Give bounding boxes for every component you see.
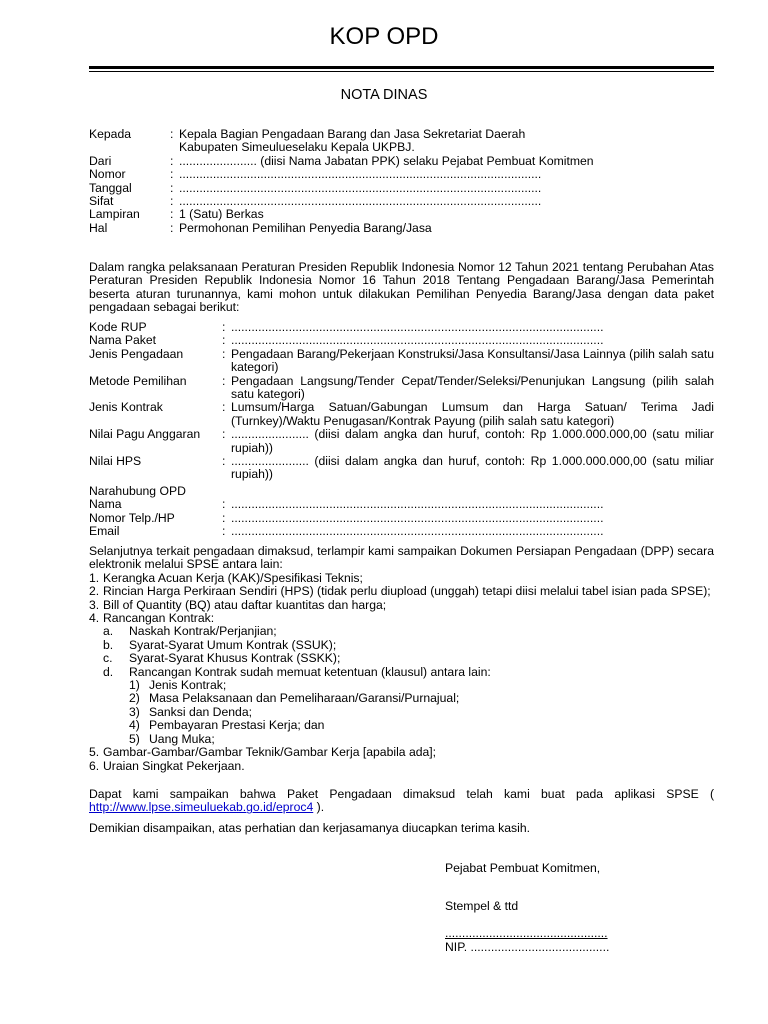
memo-label: Lampiran [89,207,140,222]
list-item [89,612,714,625]
list-number: 4. [89,611,100,626]
sublist-item [89,666,714,679]
subsublist-item [89,679,714,692]
list-number: 3) [129,704,140,719]
letterhead-rule-thin [89,71,714,72]
package-label: Jenis Kontrak [89,400,163,415]
contact-value: .............................................................................................................. [231,510,604,525]
attachments-section [89,545,714,773]
contact-row: Email : .............................................................................................................. [89,525,714,538]
subsublist-item [89,706,714,719]
contact-label: Nama [89,497,122,512]
list-number: d. [103,664,114,679]
subsublist-item [89,733,714,746]
contact-label: Email [89,524,120,539]
contact-row: Nama : .............................................................................................................. [89,498,714,511]
memo-row-lampiran: Lampiran : 1 (Satu) Berkas [89,208,714,221]
package-value: Pengadaan Langsung/Tender Cepat/Tender/Seleksi/Penunjukan Langsung (pilih salah satu kategori) [231,373,714,402]
memo-row-kepada: Kepada : Kepala Bagian Pengadaan Barang dan Jasa Sekretariat Daerah Kabupaten Simeulueselaku Kepala UKPBJ. [89,128,714,155]
contact-row: Nomor Telp./HP : .............................................................................................................. [89,512,714,525]
list-text: Pembayaran Prestasi Kerja; dan [149,718,325,733]
package-row: Jenis Kontrak : Lumsum/Harga Satuan/Gabungan Lumsum dan Harga Satuan/ Terima Jadi (Turnkey)/Waktu Penugasan/Kontrak Payung (pilih salah satu kategori) [89,400,714,428]
package-value: .............................................................................................................. [231,333,604,348]
package-value: ....................... (diisi dalam angka dan huruf, contoh: Rp 1.000.000.000,00 (satu miliar rupiah)) [231,427,714,455]
sublist-item [89,652,714,665]
package-label: Nama Paket [89,333,157,348]
package-row: Kode RUP : .............................................................................................................. [89,321,714,334]
list-number: c. [103,651,113,666]
memo-label: Kepada [89,127,132,141]
memo-value: Kabupaten Simeulueselaku Kepala UKPBJ. [179,140,415,155]
package-label: Jenis Pengadaan [89,346,184,361]
memo-label: Hal [89,220,108,235]
package-label: Nilai HPS [89,454,142,469]
list-item [89,746,714,759]
memo-label: Dari [89,153,112,168]
package-row: Metode Pemilihan : Pengadaan Langsung/Tender Cepat/Tender/Seleksi/Penunjukan Langsung (pilih salah satu kategori) [89,373,714,402]
memo-value: ....................... (diisi Nama Jabatan PPK) selaku Pejabat Pembuat Komitmen [179,153,594,168]
list-text: Jenis Kontrak; [149,678,227,693]
list-number: 1) [129,678,140,693]
list-item [89,599,714,612]
list-item [89,585,714,598]
list-number: 2. [89,584,100,599]
subsublist-item [89,692,714,705]
memo-row-dari: Dari : ....................... (diisi Nama Jabatan PPK) selaku Pejabat Pembuat Komitmen [89,155,714,168]
list-text: Masa Pelaksanaan dan Pemeliharaan/Garansi/Purnajual; [149,691,460,706]
closing-remark: Demikian disampaikan, atas perhatian dan kerjasamanya diucapkan terima kasih. [89,821,531,835]
sublist-item [89,625,714,638]
list-text: Uraian Singkat Pekerjaan. [103,758,245,773]
signature-stamp: Stempel & ttd [445,899,519,913]
contact-value: .............................................................................................................. [231,497,604,512]
package-row: Nilai Pagu Anggaran : ....................... (diisi dalam angka dan huruf, contoh: Rp 1.000.000.000,00 (satu miliar rupiah)) [89,427,714,455]
package-value: .............................................................................................................. [231,320,604,334]
letterhead-title: KOP OPD [329,23,439,50]
list-text: Kerangka Acuan Kerja (KAK)/Spesifikasi Teknis; [103,570,363,585]
package-value: Lumsum/Harga Satuan/Gabungan Lumsum dan Harga Satuan/ Terima Jadi (Turnkey)/Waktu Penugasan/Kontrak Payung (pilih salah satu kategori) [231,400,714,428]
package-data [89,321,714,482]
list-item [89,760,714,773]
memo-label: Sifat [89,194,114,209]
memo-row-sifat: Sifat : ........................................................................................................... [89,195,714,208]
signature-nip: NIP. ......................................... [445,940,610,954]
letterhead-rule-thick [89,66,714,69]
sublist-item [89,639,714,652]
list-text: Sanksi dan Denda; [149,704,252,719]
package-label: Kode RUP [89,320,147,334]
package-label: Metode Pemilihan [89,373,187,388]
list-number: 4) [129,718,140,733]
list-item [89,572,714,585]
closing-text: Dapat kami sampaikan bahwa Paket Pengadaan dimaksud telah kami buat pada aplikasi SPSE ( [89,787,714,801]
list-text: Syarat-Syarat Umum Kontrak (SSUK); [129,637,337,652]
list-number: a. [103,624,114,639]
memo-value: Kepala Bagian Pengadaan Barang dan Jasa Sekretariat Daerah [179,127,526,141]
contact-value: .............................................................................................................. [231,524,604,539]
package-value: Pengadaan Barang/Pekerjaan Konstruksi/Jasa Konsultansi/Jasa Lainnya (pilih salah satu kategori) [231,346,714,375]
package-row: Nilai HPS : ....................... (diisi dalam angka dan huruf, contoh: Rp 1.000.000.000,00 (satu miliar rupiah)) [89,454,714,482]
memo-header [89,128,714,235]
list-number: 2) [129,691,140,706]
list-number: 3. [89,597,100,612]
subsublist-item [89,719,714,732]
list-text: Rincian Harga Perkiraan Sendiri (HPS) (tidak perlu diupload (unggah) tetapi diisi melalui tabel isian pada SPSE); [103,584,711,599]
list-text: Syarat-Syarat Khusus Kontrak (SSKK); [129,651,341,666]
intro-paragraph: Dalam rangka pelaksanaan Peraturan Presiden Republik Indonesia Nomor 12 Tahun 2021 tentang Perubahan Atas Peraturan Presiden Republik Indonesia Nomor 16 Tahun 2018 Tentang Pengadaan Barang/Jasa Pemerintah beserta aturan turunannya, kami mohon untuk dilakukan Pemilihan Penyedia Barang/Jasa dengan data paket pengadaan sebagai berikut: [89,260,714,315]
memo-value: Permohonan Pemilihan Penyedia Barang/Jasa [179,220,432,235]
closing-paragraph [89,788,714,815]
list-text: Uang Muka; [149,731,215,746]
memo-row-nomor: Nomor : ........................................................................................................... [89,168,714,181]
memo-value: 1 (Satu) Berkas [179,207,264,222]
list-text: Naskah Kontrak/Perjanjian; [129,624,277,639]
memo-row-hal: Hal : Permohonan Pemilihan Penyedia Barang/Jasa [89,222,714,235]
list-text: Gambar-Gambar/Gambar Teknik/Gambar Kerja [apabila ada]; [103,745,437,760]
package-row: Jenis Pengadaan : Pengadaan Barang/Pekerjaan Konstruksi/Jasa Konsultansi/Jasa Lainnya (pilih salah satu kategori) [89,346,714,375]
package-row: Nama Paket : .............................................................................................................. [89,334,714,347]
list-text: Rancangan Kontrak: [103,611,215,626]
package-label: Nilai Pagu Anggaran [89,427,201,442]
attachments-intro: Selanjutnya terkait pengadaan dimaksud, terlampir kami sampaikan Dokumen Persiapan Pengadaan (DPP) secara elektronik melalui SPSE antara lain: [89,544,714,572]
closing-text-end: ). [313,800,325,815]
signature-title: Pejabat Pembuat Komitmen, [445,861,601,875]
memo-value: ........................................................................................................... [179,194,542,209]
list-text: Rancangan Kontrak sudah memuat ketentuan (klausul) antara lain: [129,664,491,679]
memo-value: ........................................................................................................... [179,180,542,195]
list-text: Bill of Quantity (BQ) atau daftar kuantitas dan harga; [103,597,387,612]
contact-title: Narahubung OPD [89,484,186,498]
list-number: 1. [89,570,100,585]
list-number: 5. [89,745,100,760]
list-number: b. [103,637,114,652]
list-number: 6. [89,758,100,773]
memo-label: Nomor [89,167,126,182]
spse-link[interactable]: http://www.lpse.simeuluekab.go.id/eproc4 [89,800,314,815]
package-value: ....................... (diisi dalam angka dan huruf, contoh: Rp 1.000.000.000,00 (satu miliar rupiah)) [231,454,714,482]
list-number: 5) [129,731,140,746]
document-title: NOTA DINAS [340,87,428,103]
memo-row-tanggal: Tanggal : ........................................................................................................... [89,182,714,195]
signature-name-line: ................................................ [445,926,608,940]
memo-value: ........................................................................................................... [179,167,542,182]
contact-section [89,485,714,539]
memo-label: Tanggal [89,180,132,195]
contact-label: Nomor Telp./HP [89,510,175,525]
